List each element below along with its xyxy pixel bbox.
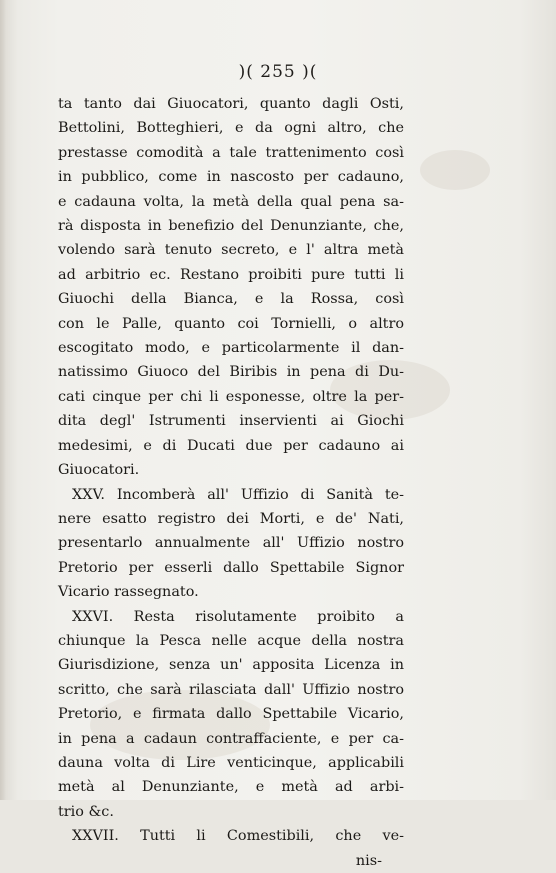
article-xxv-line: XXV. Incomberà all' Uffizio di Sanità te- (72, 486, 404, 503)
text-line: in pubblico, come in nascosto per cadauno, (58, 169, 404, 186)
article-xxvi-line: XXVI. Resta risolutamente proibito a (72, 608, 404, 625)
page-binding-edge (0, 0, 6, 800)
text-line: volendo sarà tenuto secreto, e l' altra metà (58, 242, 404, 259)
text-line: cati cinque per chi li esponesse, oltre la per- (58, 388, 404, 405)
text-line: con le Palle, quanto coi Tornielli, o altro (58, 315, 404, 332)
text-line: Bettolini, Botteghieri, e da ogni altro, che (58, 120, 404, 137)
text-line: Vicario rassegnato. (58, 584, 199, 601)
article-xxvii-line: XXVII. Tutti li Comestibili, che ve- (72, 828, 404, 845)
text-line: Pretorio, e firmata dallo Spettabile Vicario, (58, 706, 404, 723)
text-line: Giuocatori. (58, 462, 140, 479)
text-line: Giuochi della Bianca, e la Rossa, così (58, 291, 404, 308)
text-line: Pretorio per esserli dallo Spettabile Signor (58, 559, 404, 576)
text-line: dauna volta di Lire venticinque, applicabili (58, 754, 404, 771)
text-line: medesimi, e di Ducati due per cadauno ai (58, 437, 404, 454)
text-line: ad arbitrio ec. Restano proibiti pure tutti li (58, 266, 404, 283)
text-line: chiunque la Pesca nelle acque della nostra (58, 632, 404, 649)
page-number-header: )( 255 )( (238, 62, 318, 82)
text-line: escogitato modo, e particolarmente il dan- (58, 340, 404, 357)
text-line: metà al Denunziante, e metà ad arbi- (58, 779, 404, 796)
paper-stain (420, 150, 490, 190)
text-line: rà disposta in benefizio del Denunziante, che, (58, 218, 404, 235)
text-line: in pena a cadaun contraffaciente, e per ca- (58, 730, 404, 747)
text-line: ta tanto dai Giuocatori, quanto dagli Osti, (58, 96, 404, 112)
text-line: natissimo Giuoco del Biribis in pena di Du- (58, 364, 404, 381)
text-line: nere esatto registro dei Morti, e de' Nati, (58, 510, 404, 527)
text-line: dita degl' Istrumenti inservienti ai Giochi (58, 413, 404, 430)
body-text (58, 92, 404, 873)
text-line: e cadauna volta, la metà della qual pena sa- (58, 193, 404, 210)
text-line: scritto, che sarà rilasciata dall' Uffizio nostro (58, 681, 404, 698)
text-line: Giurisdizione, senza un' apposita Licenza in (58, 657, 404, 674)
text-line: presentarlo annualmente all' Uffizio nostro (58, 535, 404, 552)
text-line: trio &c. (58, 803, 114, 820)
text-line: prestasse comodità a tale trattenimento così (58, 144, 404, 161)
catchword: nis- (355, 852, 382, 869)
